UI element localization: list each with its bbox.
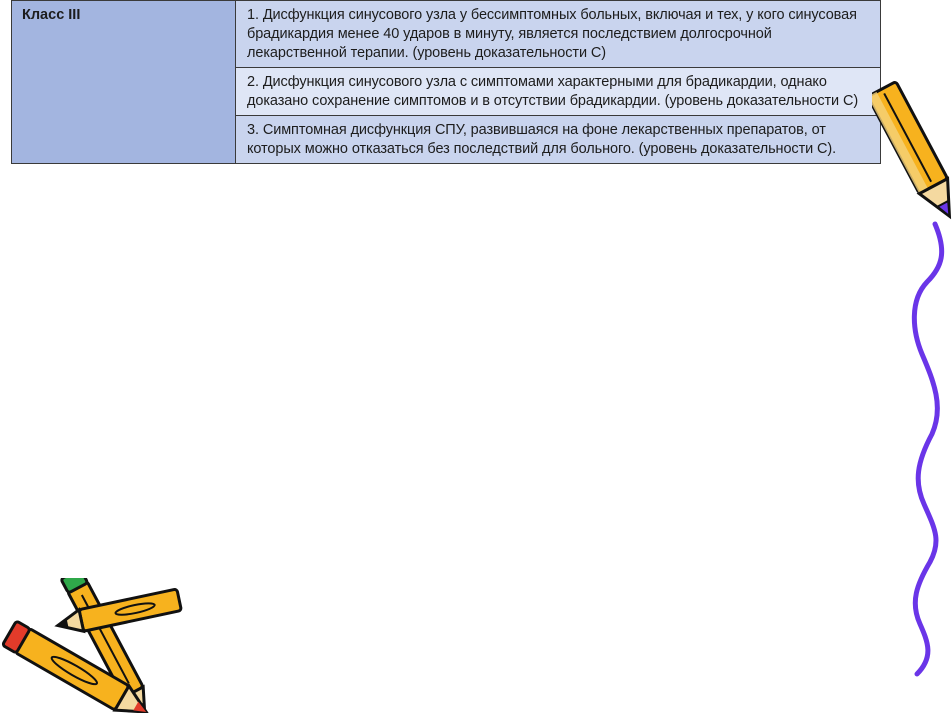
recommendation-table bbox=[11, 0, 881, 164]
recommendation-text: 1. Дисфункция синусового узла у бессимптомных больных, включая и тех, у кого синусовая брадикардия менее 40 ударов в минуту, является последствием долгосрочной лекарственной терапии. (уровень доказательности С) bbox=[247, 7, 857, 61]
pencil-with-squiggle-icon bbox=[872, 62, 952, 682]
recommendation-cell-1 bbox=[236, 1, 881, 68]
recommendation-text: 2. Дисфункция синусового узла с симптомами характерными для брадикардии, однако доказано сохранение симптомов и в отсутствии брадикардии. (уровень доказательности С) bbox=[247, 74, 859, 109]
class-label: Класс III bbox=[22, 7, 81, 23]
recommendation-text: 3. Симптомная дисфункция СПУ, развившаяся на фоне лекарственных препаратов, от которых можно отказаться без последствий для больного. (уровень доказательности С). bbox=[247, 122, 837, 157]
table-row bbox=[12, 1, 881, 68]
class-label-cell bbox=[12, 1, 236, 164]
recommendation-cell-3 bbox=[236, 116, 881, 164]
crossed-pencils-icon bbox=[0, 578, 200, 713]
recommendation-cell-2 bbox=[236, 68, 881, 116]
